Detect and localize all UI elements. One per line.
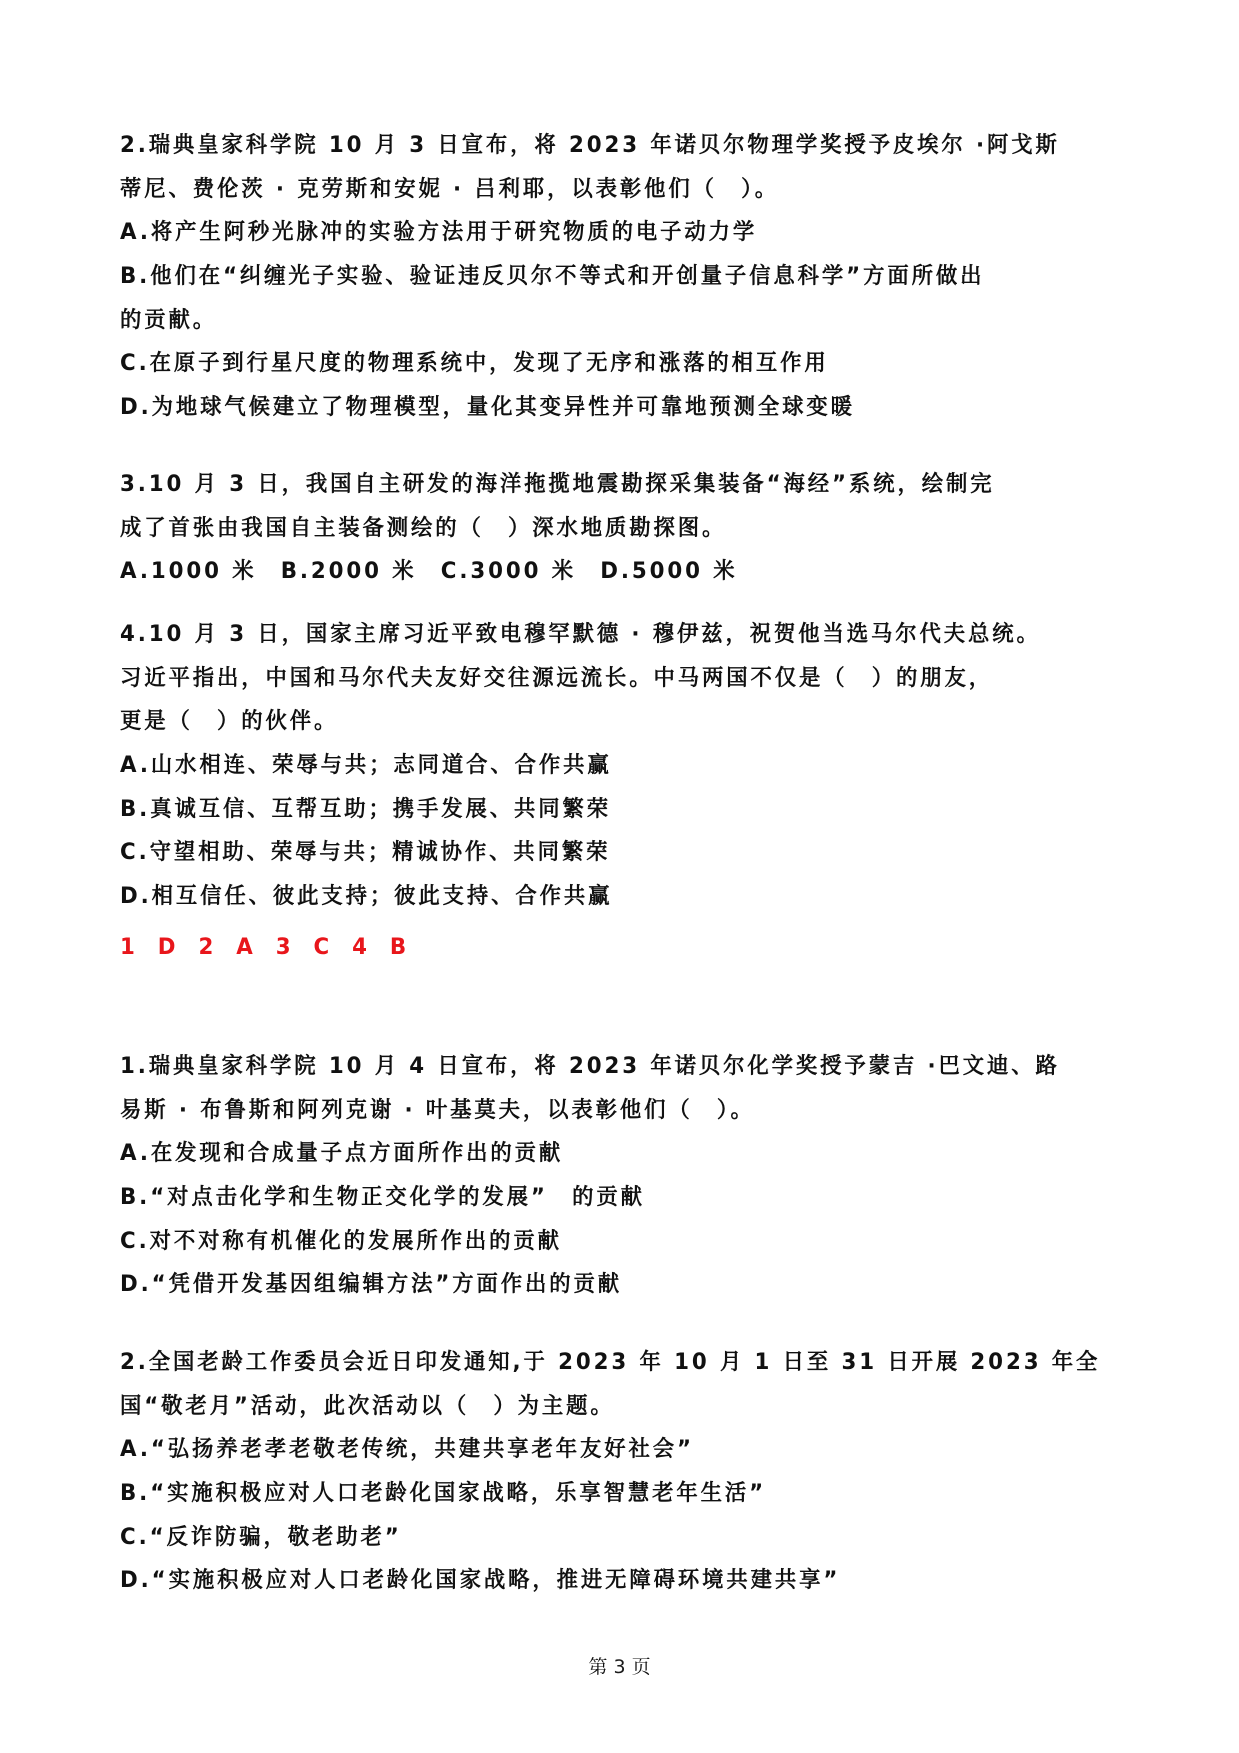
- page-footer: [0, 1652, 1239, 1679]
- option-line: A.在发现和合成量子点方面所作出的贡献: [120, 1141, 564, 1167]
- option-line: 的贡献。: [120, 307, 218, 333]
- question-block: [120, 1045, 1130, 1307]
- question-stem-line: 3.10 月 3 日，我国自主研发的海洋拖揽地震勘探采集装备“海经”系统，绘制完: [120, 472, 995, 497]
- question-stem-line: 成了首张由我国自主装备测绘的（ ）深水地质勘探图。: [120, 515, 727, 541]
- option-line: B.“对点击化学和生物正交化学的发展” 的贡献: [120, 1185, 645, 1211]
- answer-key: [120, 926, 1130, 970]
- option-line: B.他们在“纠缠光子实验、验证违反贝尔不等式和开创量子信息科学”方面所做出: [120, 264, 985, 290]
- page-number: 3: [613, 1656, 626, 1678]
- answer-key-text: 1 D 2 A 3 C 4 B: [120, 935, 414, 960]
- option-line: A.“弘扬养老孝老敬老传统，共建共享老年友好社会”: [120, 1437, 694, 1463]
- question-stem-line: 易斯 · 布鲁斯和阿列克谢 · 叶基莫夫，以表彰他们（ ）。: [120, 1097, 755, 1123]
- question-stem-line: 1.瑞典皇家科学院 10 月 4 日宣布，将 2023 年诺贝尔化学奖授予蒙吉 ·巴文迪、路: [120, 1054, 1060, 1079]
- question-stem-line: 习近平指出，中国和马尔代夫友好交往源远流长。中马两国不仅是（ ）的朋友，: [120, 665, 994, 691]
- question-stem-line: 4.10 月 3 日，国家主席习近平致电穆罕默德 · 穆伊兹，祝贺他当选马尔代夫总统。: [120, 622, 1041, 647]
- option-line: A.将产生阿秒光脉冲的实验方法用于研究物质的电子动力学: [120, 220, 758, 246]
- option-line: D.相互信任、彼此支持；彼此支持、合作共赢: [120, 884, 613, 910]
- question-stem-line: 蒂尼、费伦茨 · 克劳斯和安妮 · 吕利耶，以表彰他们（ ）。: [120, 176, 779, 202]
- option-line: C.“反诈防骗，敬老助老”: [120, 1524, 402, 1550]
- option-line: D.“凭借开发基因组编辑方法”方面作出的贡献: [120, 1272, 623, 1298]
- footer-suffix: 页: [631, 1656, 651, 1678]
- option-line: D.为地球气候建立了物理模型，量化其变异性并可靠地预测全球变暖: [120, 395, 855, 421]
- question-stem-line: 更是（ ）的伙伴。: [120, 709, 339, 735]
- question-block: [120, 1341, 1130, 1603]
- question-stem-line: 2.瑞典皇家科学院 10 月 3 日宣布，将 2023 年诺贝尔物理学奖授予皮埃尔 ·阿戈斯: [120, 133, 1060, 158]
- option-line: C.在原子到行星尺度的物理系统中，发现了无序和涨落的相互作用: [120, 351, 829, 377]
- option-line: D.“实施积极应对人口老龄化国家战略，推进无障碍环境共建共享”: [120, 1568, 841, 1594]
- option-line: A.山水相连、荣辱与共；志同道合、合作共赢: [120, 753, 612, 779]
- option-line: B.真诚互信、互帮互助；携手发展、共同繁荣: [120, 796, 611, 822]
- question-block: [120, 124, 1130, 430]
- option-line: A.1000 米 B.2000 米 C.3000 米 D.5000 米: [120, 559, 738, 585]
- question-stem-line: 2.全国老龄工作委员会近日印发通知,于 2023 年 10 月 1 日至 31 日开展 2023 年全: [120, 1350, 1101, 1375]
- question-block: [120, 463, 1130, 594]
- question-block: [120, 613, 1130, 919]
- option-line: C.守望相助、荣辱与共；精诚协作、共同繁荣: [120, 840, 611, 866]
- footer-prefix: 第: [588, 1656, 608, 1678]
- option-line: B.“实施积极应对人口老龄化国家战略，乐享智慧老年生活”: [120, 1481, 767, 1507]
- option-line: C.对不对称有机催化的发展所作出的贡献: [120, 1228, 562, 1254]
- question-stem-line: 国“敬老月”活动，此次活动以（ ）为主题。: [120, 1393, 615, 1419]
